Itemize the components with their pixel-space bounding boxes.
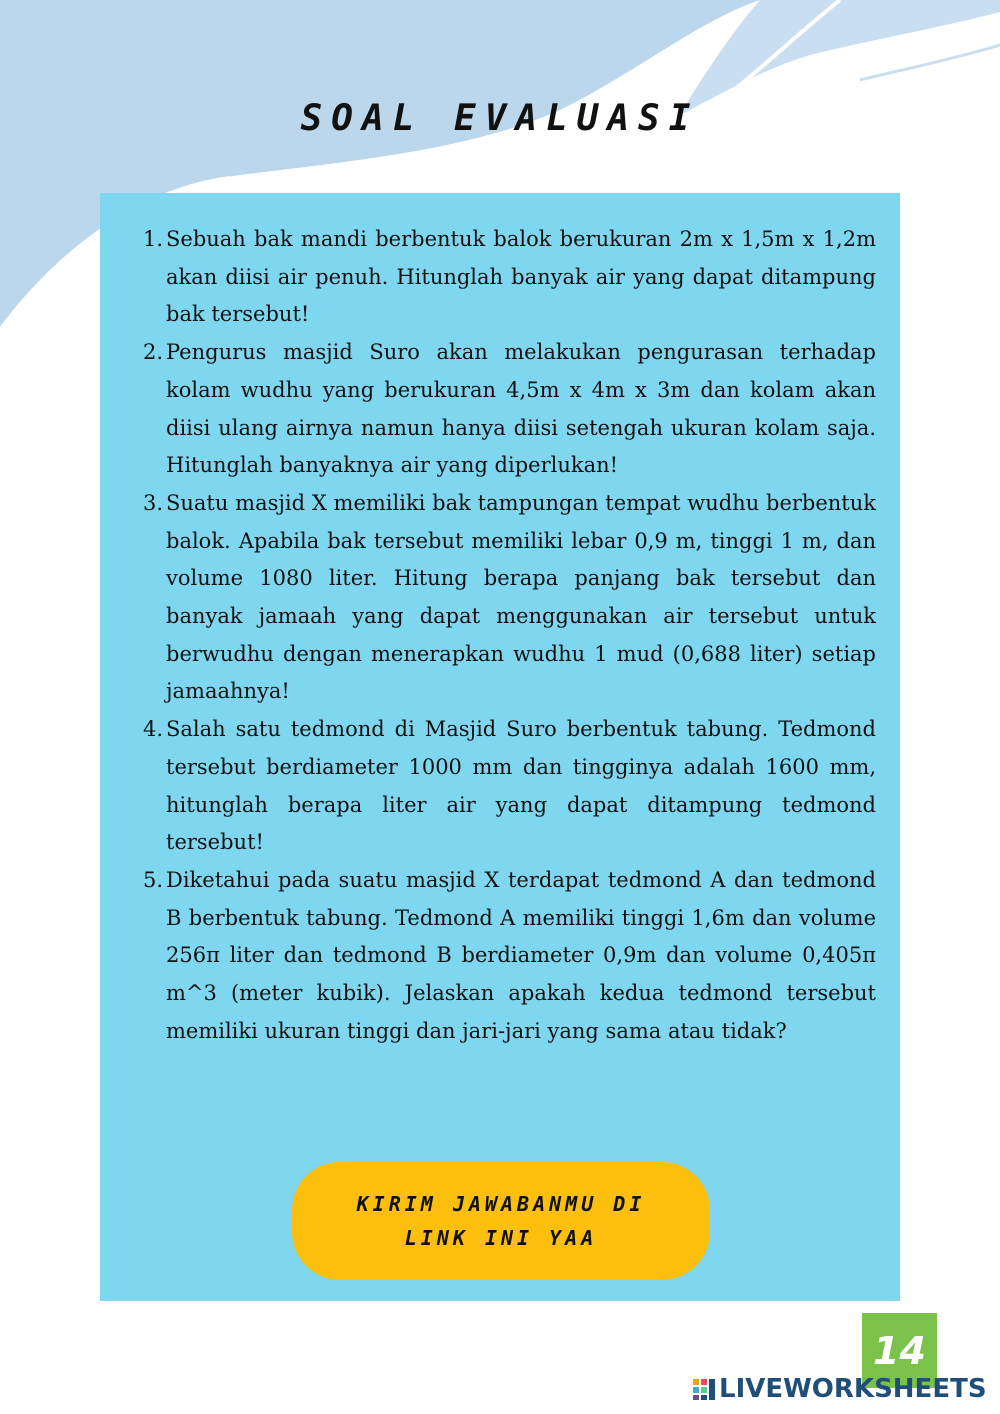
question-text: Diketahui pada suatu masjid X terdapat tedmond A dan tedmond B berbentuk tabung. Tedmond A memiliki tinggi 1,6m dan volume 256π liter dan tedmond B berdiameter 0,9m dan volume 0,405π m^3 (meter kubik). Jelaskan apakah kedua tedmond tersebut memiliki ukuran tinggi dan jari-jari yang sama atau tidak? [166,867,876,1043]
submit-answer-link-button[interactable] [292,1162,710,1280]
question-item [143,485,876,711]
question-number: 4. [143,717,164,742]
question-number: 1. [143,227,164,251]
question-item [143,334,876,485]
question-text: Suatu masjid X memiliki bak tampungan tempat wudhu berbentuk balok. Apabila bak tersebut memiliki lebar 0,9 m, tinggi 1 m, dan volume 1080 liter. Hitung berapa panjang bak tersebut dan banyak jamaah yang dapat menggunakan air tersebut untuk berwudhu dengan menerapkan wudhu 1 mud (0,688 liter) setiap jamaahnya! [166,490,876,704]
question-text: Salah satu tedmond di Masjid Suro berbentuk tabung. Tedmond tersebut berdiameter 1000 mm dan tingginya adalah 1600 mm, hitunglah berapa liter air yang dapat ditampung tedmond tersebut! [166,717,876,855]
question-number: 2. [143,340,164,365]
page-number-badge: 14 [862,1313,937,1388]
submit-answer-link-label: KIRIM JAWABANMU DI LINK INI YAA [356,1192,646,1250]
watermark-text: LIVEWORKSHEETS [719,1374,987,1404]
question-number: 5. [143,867,164,892]
question-item [143,221,876,334]
question-list [143,221,876,1050]
page-title: SOAL EVALUASI [300,98,700,139]
question-item [143,711,876,862]
question-text: Sebuah bak mandi berbentuk balok berukuran 2m x 1,5m x 1,2m akan diisi air penuh. Hitunglah banyak air yang dapat ditampung bak tersebut! [166,227,876,327]
question-item [143,862,876,1051]
liveworksheets-logo-icon [692,1377,716,1401]
question-number: 3. [143,490,164,515]
question-text: Pengurus masjid Suro akan melakukan pengurasan terhadap kolam wudhu yang berukuran 4,5m x 4m x 3m dan kolam akan diisi ulang airnya namun hanya diisi setengah ukuran kolam saja. Hitunglah banyaknya air yang diperlukan! [166,340,876,478]
liveworksheets-watermark [692,1372,987,1406]
